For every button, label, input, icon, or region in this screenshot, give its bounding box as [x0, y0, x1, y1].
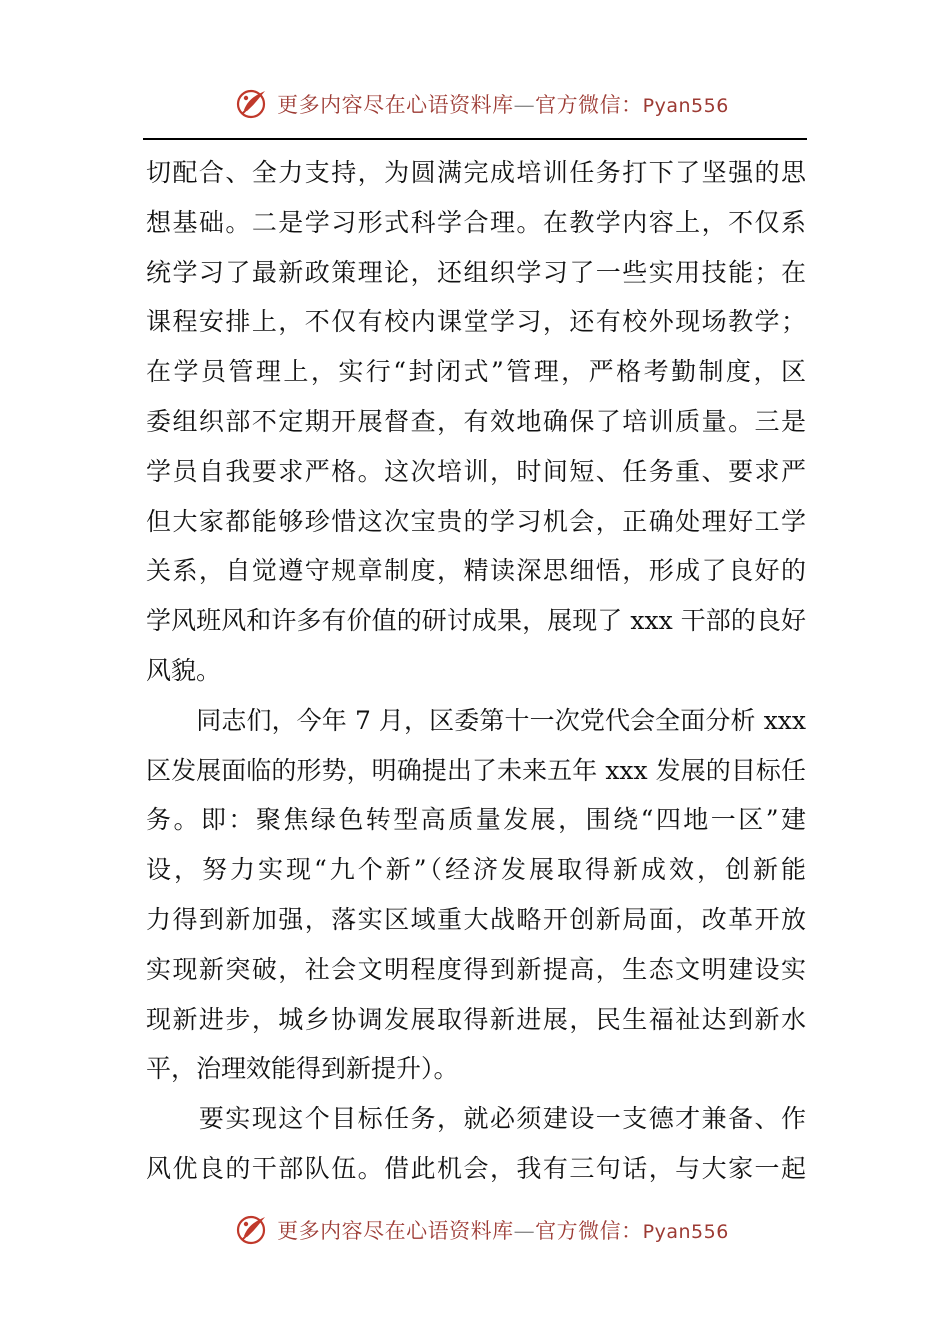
body-line: 关系，自觉遵守规章制度，精读深思细悟，形成了良好的 — [146, 556, 806, 586]
body-line: 风貌。 — [146, 655, 222, 685]
body-line: 委组织部不定期开展督查，有效地确保了培训质量。三是 — [146, 406, 806, 436]
pen-logo-icon — [235, 1212, 271, 1248]
body-line: 切配合、全力支持，为圆满完成培训任务打下了坚强的思 — [146, 158, 806, 187]
body-line: 设，努力实现“九个新”（经济发展取得新成效，创新能 — [146, 855, 806, 885]
body-line: 学风班风和许多有价值的研讨成果，展现了 xxx 干部的良好 — [146, 606, 806, 636]
footer-banner — [0, 1208, 950, 1252]
body-line: 学员自我要求严格。这次培训，时间短、任务重、要求严 — [146, 456, 806, 486]
body-line: 务。即：聚焦绿色转型高质量发展，围绕“四地一区”建 — [146, 805, 806, 835]
header-wechat-label: 官方微信： — [535, 93, 643, 117]
header-site-text: 更多内容尽在心语资料库 — [277, 93, 514, 117]
footer-wechat-id: Pyan556 — [642, 1221, 729, 1243]
body-line: 统学习了最新政策理论，还组织学习了一些实用技能；在 — [146, 257, 806, 287]
body-line: 想基础。二是学习形式科学合理。在教学内容上，不仅系 — [146, 207, 806, 237]
header-banner — [0, 82, 950, 126]
body-line: 风优良的干部队伍。借此机会，我有三句话，与大家一起 — [146, 1153, 806, 1183]
body-line: 力得到新加强，落实区域重大战略开创新局面，改革开放 — [146, 904, 806, 934]
footer-banner-inner — [221, 1212, 729, 1248]
body-line: 区发展面临的形势，明确提出了未来五年 xxx 发展的目标任 — [146, 755, 806, 785]
footer-dash: — — [513, 1219, 536, 1243]
header-banner-inner — [221, 86, 729, 122]
pen-logo-icon — [235, 86, 271, 122]
body-line: 要实现这个目标任务，就必须建设一支德才兼备、作 — [146, 1104, 806, 1134]
footer-wechat-label: 官方微信： — [535, 1219, 643, 1243]
header-rule — [143, 138, 807, 140]
body-line: 平，治理效能得到新提升）。 — [146, 1054, 459, 1084]
footer-site-text: 更多内容尽在心语资料库 — [277, 1219, 514, 1243]
footer-banner-text — [277, 1215, 729, 1245]
body-line: 现新进步，城乡协调发展取得新进展，民生福祉达到新水 — [146, 1004, 806, 1034]
body-line: 在学员管理上，实行“封闭式”管理，严格考勤制度，区 — [146, 357, 806, 387]
body-line: 课程安排上，不仅有校内课堂学习，还有校外现场教学； — [146, 307, 806, 337]
body-line: 但大家都能够珍惜这次宝贵的学习机会，正确处理好工学 — [146, 506, 806, 536]
body-line: 同志们，今年 7 月，区委第十一次党代会全面分析 xxx — [146, 705, 806, 735]
document-body — [146, 148, 806, 1194]
header-banner-text — [277, 89, 729, 119]
header-wechat-id: Pyan556 — [642, 95, 729, 117]
body-line: 实现新突破，社会文明程度得到新提高，生态文明建设实 — [146, 954, 806, 984]
header-dash: — — [513, 93, 536, 117]
